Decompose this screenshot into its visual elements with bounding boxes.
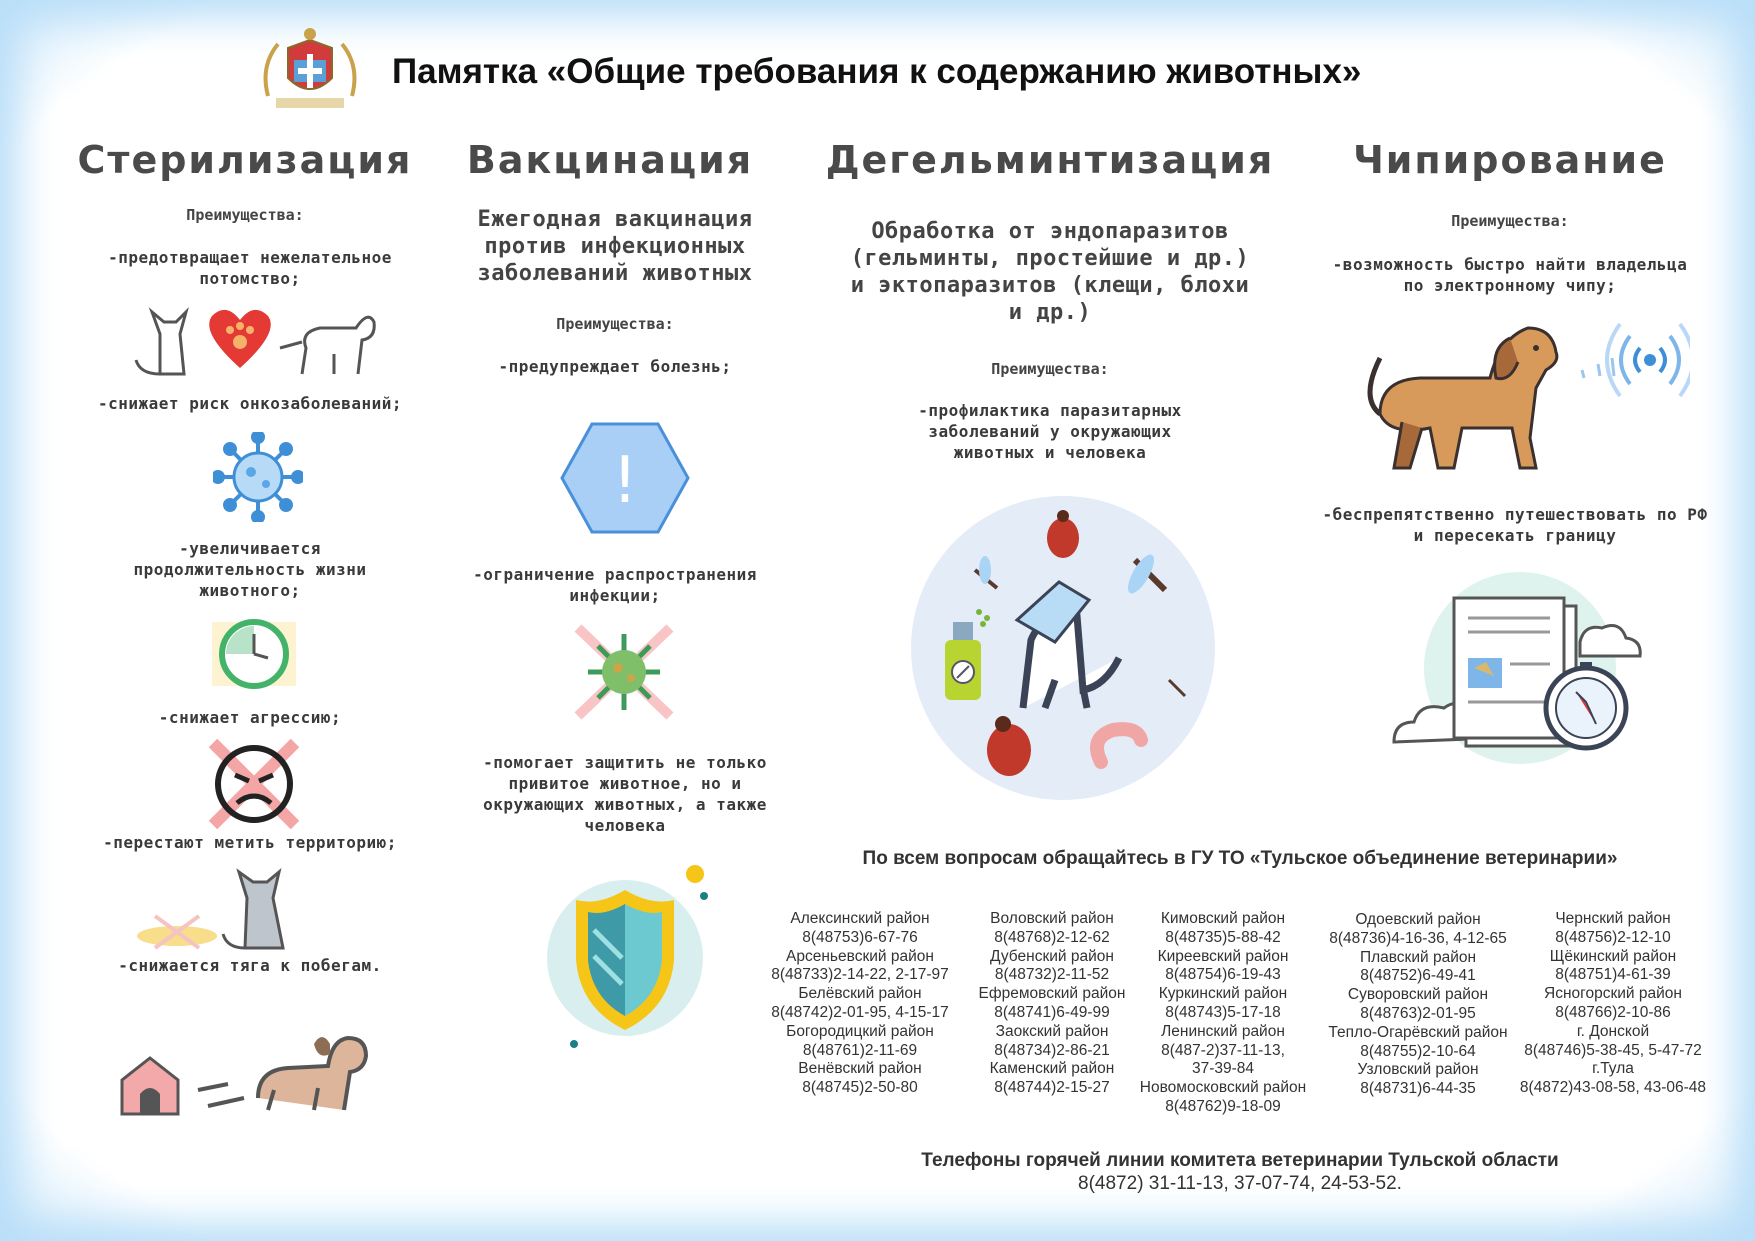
- district-name: Одоевский район: [1355, 911, 1481, 928]
- district-name: Арсеньевский район: [786, 947, 934, 965]
- hotline-phones: 8(4872) 31-11-13, 37-07-74, 24-53-52.: [1078, 1173, 1402, 1194]
- district-list-4: [1318, 911, 1518, 1099]
- district-name: Заокский район: [995, 1022, 1109, 1040]
- district-name: Кимовский район: [1160, 910, 1286, 927]
- parasites-circle-icon: [905, 490, 1221, 806]
- vaccination-item-3: -помогает защитить не только привитое животное, но и окружающих животных, а также человека: [483, 753, 767, 835]
- district-phone: 8(48762)9-18-09: [1165, 1097, 1281, 1115]
- district-phone: 8(48746)5-38-45, 5-47-72: [1524, 1041, 1702, 1059]
- district-phone: 8(487-2)37-11-13,: [1161, 1041, 1285, 1059]
- emblem-logo: [258, 26, 362, 114]
- cat-heart-dog-icon: [130, 298, 380, 380]
- district-phone: 8(48735)5-88-42: [1165, 928, 1281, 946]
- shield-icon: [540, 860, 720, 1050]
- angry-face-crossed-icon: [205, 735, 303, 833]
- heading-vaccination: Вакцинация: [466, 138, 754, 182]
- page-title: Памятка «Общие требования к содержанию животных»: [392, 52, 1362, 91]
- district-phone: 8(48742)2-01-95, 4-15-17: [771, 1003, 949, 1021]
- district-phone: 8(48756)2-12-10: [1555, 928, 1671, 946]
- district-phone: 8(48753)6-67-76: [802, 928, 918, 946]
- district-list-2: [962, 910, 1142, 1098]
- chipping-advantages-label: Преимущества:: [1451, 212, 1569, 230]
- vaccination-item-2: -ограничение распространения инфекции;: [473, 565, 757, 605]
- district-phone: 8(48761)2-11-69: [802, 1041, 918, 1059]
- sterilization-item-6: -снижается тяга к побегам.: [118, 956, 382, 975]
- deworming-item-1: -профилактика паразитарных заболеваний у окружающих животных и человека: [918, 401, 1182, 462]
- district-phone: 8(48734)2-86-21: [994, 1041, 1110, 1059]
- passport-compass-icon: [1390, 572, 1645, 772]
- district-list-3: [1130, 910, 1316, 1117]
- contacts-heading: По всем вопросам обращайтесь в ГУ ТО «Тульское объединение ветеринарии»: [862, 848, 1618, 869]
- vaccination-intro: Ежегодная вакцинация против инфекционных заболеваний животных: [477, 207, 753, 286]
- hotline-heading: Телефоны горячей линии комитета ветеринарии Тульской области: [921, 1150, 1559, 1171]
- district-name: Белёвский район: [798, 985, 922, 1003]
- chipping-item-1: -возможность быстро найти владельца по электронному чипу;: [1332, 255, 1688, 295]
- district-phone: 8(48732)2-11-52: [994, 966, 1110, 984]
- district-name: Плавский район: [1359, 948, 1477, 966]
- district-phone: 8(48763)2-01-95: [1360, 1004, 1476, 1022]
- district-name: Куркинский район: [1158, 985, 1288, 1003]
- district-name: г. Донской: [1576, 1022, 1650, 1040]
- sterilization-item-2: -снижает риск онкозаболеваний;: [98, 394, 402, 413]
- district-phone: 8(48766)2-10-86: [1555, 1003, 1671, 1021]
- district-name: г.Тула: [1592, 1060, 1634, 1078]
- district-phone: 8(48751)4-61-39: [1555, 966, 1671, 984]
- dog-signal-icon: [1350, 318, 1690, 478]
- sterilization-item-5: -перестают метить территорию;: [103, 833, 397, 852]
- district-name: Суворовский район: [1347, 986, 1489, 1004]
- district-name: Каменский район: [989, 1060, 1115, 1078]
- district-name: Новомосковский район: [1139, 1079, 1307, 1097]
- vaccination-item-1: -предупреждает болезнь;: [498, 357, 732, 376]
- doghouse-running-dog-icon: [118, 1010, 373, 1120]
- sterilization-item-3: -увеличивается продолжительность жизни животного;: [133, 539, 367, 600]
- district-phone: 8(48744)2-15-27: [994, 1079, 1110, 1097]
- district-phone: 8(4872)43-08-58, 43-06-48: [1519, 1079, 1707, 1097]
- heading-chipping: Чипирование: [1353, 138, 1667, 182]
- district-phone: 8(48743)5-17-18: [1165, 1003, 1281, 1021]
- heading-sterilization: Стерилизация: [77, 138, 413, 182]
- warning-glyph: !: [612, 444, 638, 518]
- district-phone: 8(48731)6-44-35: [1360, 1080, 1476, 1098]
- district-list-5: [1516, 910, 1710, 1098]
- district-phone: 8(48745)2-50-80: [802, 1079, 918, 1097]
- district-phone: 8(48755)2-10-64: [1360, 1042, 1476, 1060]
- district-name: Алексинский район: [790, 910, 930, 927]
- district-phone: 8(48752)6-49-41: [1360, 967, 1476, 985]
- warning-hexagon-icon: [560, 422, 690, 534]
- vaccination-advantages-label: Преимущества:: [556, 315, 674, 333]
- district-name: Венёвский район: [798, 1060, 922, 1078]
- district-phone: 37-39-84: [1191, 1060, 1255, 1078]
- district-name: Ефремовский район: [978, 985, 1126, 1003]
- district-name: Воловский район: [990, 910, 1114, 927]
- heading-deworming: Дегельминтизация: [825, 138, 1275, 182]
- deworming-advantages-label: Преимущества:: [991, 360, 1109, 378]
- district-name: Чернский район: [1555, 910, 1671, 927]
- sterilization-advantages-label: Преимущества:: [186, 206, 304, 224]
- deworming-intro: Обработка от эндопаразитов (гельминты, простейшие и др.) и эктопаразитов (клещи, блохи и др.): [850, 219, 1250, 325]
- chipping-item-2: -беспрепятственно путешествовать по РФ и пересекать границу: [1322, 505, 1708, 545]
- district-name: Ленинский район: [1161, 1022, 1285, 1040]
- sterilization-item-1: -предотвращает нежелательное потомство;: [108, 248, 392, 288]
- district-name: Узловский район: [1357, 1061, 1479, 1079]
- district-name: Ясногорский район: [1544, 985, 1682, 1003]
- district-phone: 8(48768)2-12-62: [994, 928, 1110, 946]
- district-phone: 8(48733)2-14-22, 2-17-97: [771, 966, 949, 984]
- clock-icon: [212, 612, 296, 696]
- district-name: Дубенский район: [990, 947, 1114, 965]
- district-name: Богородицкий район: [786, 1022, 934, 1040]
- district-name: Щёкинский район: [1549, 947, 1677, 965]
- district-phone: 8(48736)4-16-36, 4-12-65: [1329, 929, 1507, 947]
- district-name: Тепло-Огарёвский район: [1328, 1023, 1508, 1041]
- sterilization-item-4: -снижает агрессию;: [158, 708, 342, 727]
- crossed-virus-icon: [568, 622, 680, 722]
- district-name: Киреевский район: [1157, 947, 1289, 965]
- district-phone: 8(48754)6-19-43: [1165, 966, 1281, 984]
- district-list-1: [762, 910, 958, 1098]
- virus-icon: [213, 432, 303, 522]
- district-phone: 8(48741)6-49-99: [994, 1003, 1110, 1021]
- puddle-cat-icon: [135, 858, 315, 953]
